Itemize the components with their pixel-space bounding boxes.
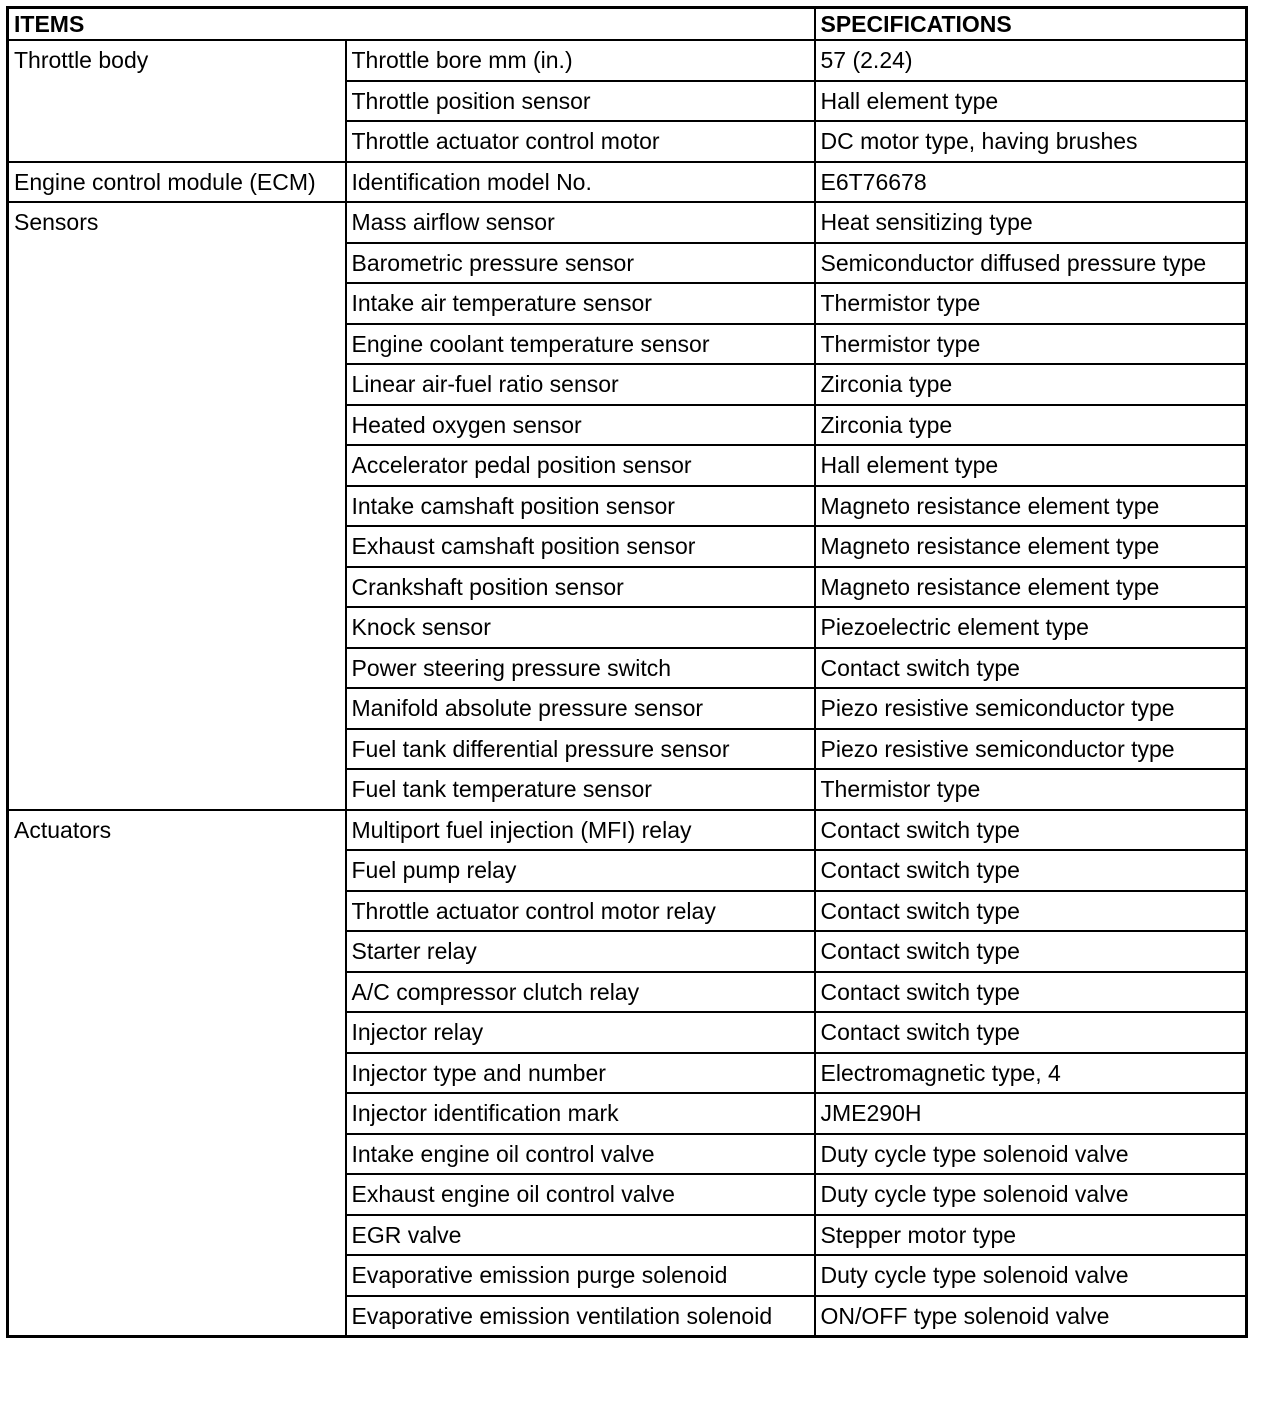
group-name-cell: Throttle body [8,40,346,162]
specifications-header: SPECIFICATIONS [815,8,1247,41]
spec-cell: Contact switch type [815,850,1247,891]
table-row [8,202,1247,243]
table-row [8,810,1247,851]
item-cell: Throttle actuator control motor [346,121,815,162]
spec-cell: Duty cycle type solenoid valve [815,1255,1247,1296]
item-cell: Fuel pump relay [346,850,815,891]
spec-cell: DC motor type, having brushes [815,121,1247,162]
item-cell: Heated oxygen sensor [346,405,815,446]
table-row [8,162,1247,203]
spec-cell: JME290H [815,1093,1247,1134]
spec-cell: Zirconia type [815,364,1247,405]
item-cell: Throttle actuator control motor relay [346,891,815,932]
item-cell: Identification model No. [346,162,815,203]
item-cell: Throttle position sensor [346,81,815,122]
spec-cell: Magneto resistance element type [815,486,1247,527]
spec-cell: Zirconia type [815,405,1247,446]
spec-cell: Piezoelectric element type [815,607,1247,648]
spec-cell: Thermistor type [815,283,1247,324]
spec-cell: Duty cycle type solenoid valve [815,1174,1247,1215]
item-cell: Crankshaft position sensor [346,567,815,608]
spec-cell: Magneto resistance element type [815,526,1247,567]
table-row [8,40,1247,81]
item-cell: Starter relay [346,931,815,972]
spec-cell: E6T76678 [815,162,1247,203]
specifications-table [6,6,1248,1338]
item-cell: Fuel tank temperature sensor [346,769,815,810]
item-cell: Power steering pressure switch [346,648,815,689]
spec-cell: Duty cycle type solenoid valve [815,1134,1247,1175]
item-cell: Injector relay [346,1012,815,1053]
item-cell: Intake air temperature sensor [346,283,815,324]
spec-cell: Contact switch type [815,648,1247,689]
spec-cell: Hall element type [815,445,1247,486]
spec-cell: Semiconductor diffused pressure type [815,243,1247,284]
item-cell: Manifold absolute pressure sensor [346,688,815,729]
spec-cell: Contact switch type [815,972,1247,1013]
item-cell: Exhaust camshaft position sensor [346,526,815,567]
item-cell: Linear air-fuel ratio sensor [346,364,815,405]
item-cell: Intake camshaft position sensor [346,486,815,527]
item-cell: Engine coolant temperature sensor [346,324,815,365]
item-cell: Injector identification mark [346,1093,815,1134]
item-cell: Evaporative emission ventilation solenoid [346,1296,815,1337]
item-cell: Injector type and number [346,1053,815,1094]
spec-cell: Contact switch type [815,891,1247,932]
table-body [8,40,1247,1337]
spec-cell: Magneto resistance element type [815,567,1247,608]
item-cell: Accelerator pedal position sensor [346,445,815,486]
spec-cell: Thermistor type [815,769,1247,810]
item-cell: Barometric pressure sensor [346,243,815,284]
spec-cell: Electromagnetic type, 4 [815,1053,1247,1094]
spec-cell: ON/OFF type solenoid valve [815,1296,1247,1337]
spec-cell: Piezo resistive semiconductor type [815,688,1247,729]
spec-cell: Thermistor type [815,324,1247,365]
spec-cell: Contact switch type [815,810,1247,851]
item-cell: EGR valve [346,1215,815,1256]
spec-cell: 57 (2.24) [815,40,1247,81]
header-row [8,8,1247,41]
item-cell: Exhaust engine oil control valve [346,1174,815,1215]
group-name-cell: Sensors [8,202,346,810]
item-cell: Intake engine oil control valve [346,1134,815,1175]
spec-cell: Piezo resistive semiconductor type [815,729,1247,770]
group-name-cell: Actuators [8,810,346,1337]
item-cell: Fuel tank differential pressure sensor [346,729,815,770]
item-cell: Multiport fuel injection (MFI) relay [346,810,815,851]
spec-cell: Contact switch type [815,1012,1247,1053]
item-cell: Mass airflow sensor [346,202,815,243]
item-cell: Knock sensor [346,607,815,648]
item-cell: A/C compressor clutch relay [346,972,815,1013]
spec-cell: Stepper motor type [815,1215,1247,1256]
spec-cell: Heat sensitizing type [815,202,1247,243]
spec-cell: Contact switch type [815,931,1247,972]
item-cell: Throttle bore mm (in.) [346,40,815,81]
item-cell: Evaporative emission purge solenoid [346,1255,815,1296]
group-name-cell: Engine control module (ECM) [8,162,346,203]
items-header: ITEMS [8,8,815,41]
spec-cell: Hall element type [815,81,1247,122]
